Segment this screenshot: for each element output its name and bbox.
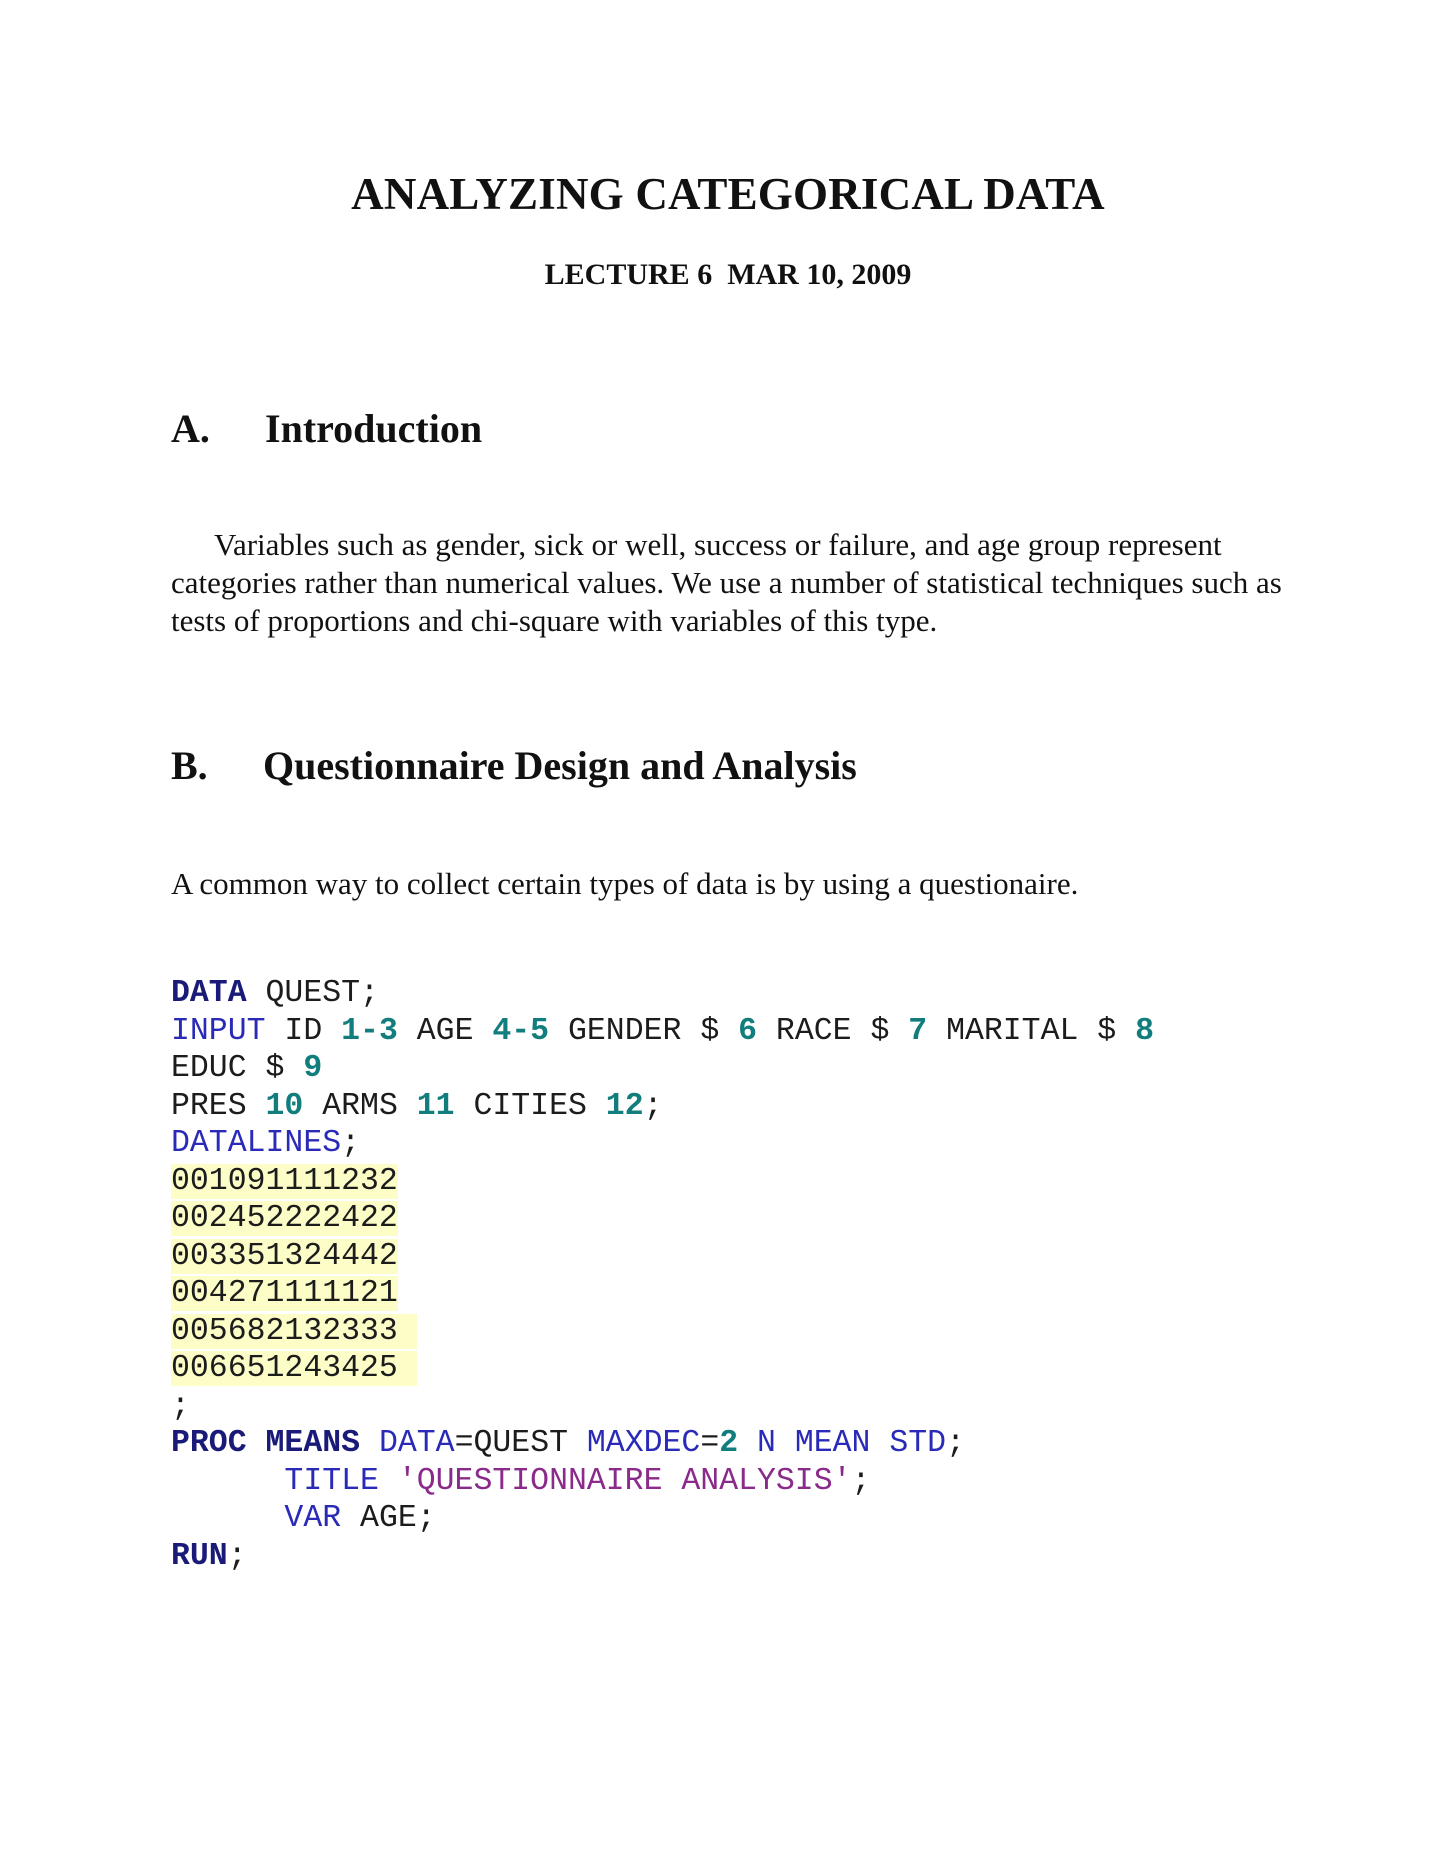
- code-text: EDUC $: [171, 1051, 304, 1086]
- code-keyword: DATALINES: [171, 1126, 342, 1161]
- code-line-educ: [171, 1050, 1154, 1088]
- section-a-heading: [171, 405, 482, 452]
- code-number: 9: [303, 1051, 323, 1086]
- code-text: AGE: [397, 1013, 493, 1049]
- code-number: 6: [738, 1013, 758, 1049]
- code-line-data: [171, 975, 1154, 1013]
- code-text: QUEST;: [246, 976, 379, 1011]
- code-text: PRES: [171, 1088, 266, 1124]
- code-number: 4-5: [492, 1013, 550, 1049]
- code-text: ARMS: [303, 1088, 417, 1124]
- document-subtitle: LECTURE 6 MAR 10, 2009: [544, 258, 912, 291]
- code-keyword: PROC: [171, 1426, 247, 1461]
- data-line-text: 005682132333: [171, 1314, 417, 1349]
- code-text: ID: [265, 1013, 342, 1049]
- code-keyword: TITLE: [284, 1463, 379, 1499]
- code-line-var: [171, 1500, 1154, 1538]
- code-keyword: DATA: [378, 1426, 455, 1461]
- code-text: ;: [341, 1126, 361, 1161]
- section-a-paragraph-text: Variables such as gender, sick or well, success or failure, and age group represent categories rather than numerical values. We use a number of statistical techniques such as tests of proportions and chi-square with variables of this type.: [171, 527, 1282, 638]
- code-keyword: MEANS: [265, 1426, 361, 1461]
- code-text: ;: [643, 1088, 663, 1124]
- section-a-letter: A.: [171, 406, 210, 451]
- data-line: [171, 1200, 1154, 1238]
- code-line-title: [171, 1463, 1154, 1501]
- code-string: 'QUESTIONNAIRE ANALYSIS': [397, 1463, 852, 1499]
- section-b-heading: [171, 742, 857, 789]
- section-b-paragraph: A common way to collect certain types of data is by using a questionaire.: [171, 866, 1079, 901]
- data-line: [171, 1238, 1154, 1276]
- document-title: ANALYZING CATEGORICAL DATA: [351, 169, 1105, 219]
- code-keyword: DATA: [171, 976, 247, 1011]
- section-a-title: Introduction: [265, 406, 483, 451]
- code-keyword: MAXDEC: [586, 1426, 701, 1461]
- data-line: [171, 1313, 1154, 1351]
- data-line-text: 004271111121: [171, 1276, 398, 1311]
- section-b-letter: B.: [171, 743, 208, 788]
- code-text: =: [700, 1426, 720, 1461]
- section-b-title: Questionnaire Design and Analysis: [263, 743, 857, 788]
- code-keyword: VAR: [284, 1501, 342, 1536]
- data-line-text: 006651243425: [171, 1351, 417, 1386]
- code-text: GENDER $: [549, 1013, 739, 1049]
- code-text: CITIES: [454, 1088, 606, 1124]
- code-line-input: [171, 1013, 1154, 1051]
- code-text: ;: [946, 1426, 965, 1461]
- code-number: 7: [908, 1013, 928, 1049]
- data-line: [171, 1163, 1154, 1201]
- data-line-text: 003351324442: [171, 1238, 398, 1274]
- data-line: [171, 1350, 1154, 1388]
- code-text: ;: [851, 1463, 871, 1499]
- code-text: ;: [227, 1538, 247, 1574]
- code-number: 10: [265, 1088, 304, 1124]
- code-number: 11: [416, 1088, 455, 1124]
- code-line-pres: [171, 1088, 1154, 1126]
- code-line-terminator: [171, 1388, 1154, 1426]
- code-text: MARITAL $: [927, 1013, 1136, 1049]
- data-line-text: 001091111232: [171, 1163, 398, 1199]
- data-line: [171, 1275, 1154, 1313]
- code-number: 8: [1135, 1013, 1155, 1049]
- code-number: 12: [605, 1088, 644, 1124]
- code-keyword: INPUT: [171, 1013, 266, 1049]
- section-a-paragraph: [171, 526, 1291, 640]
- code-text: ;: [171, 1388, 190, 1424]
- data-line-text: 002452222422: [171, 1201, 398, 1236]
- code-text: RACE $: [757, 1013, 909, 1049]
- code-text: AGE;: [341, 1501, 436, 1536]
- code-keyword: N MEAN STD: [738, 1426, 947, 1461]
- code-keyword: RUN: [171, 1538, 228, 1574]
- sas-code-block: [171, 975, 1154, 1575]
- code-text: =QUEST: [454, 1426, 587, 1461]
- code-number: 2: [719, 1426, 739, 1461]
- code-line-proc: [171, 1425, 1154, 1463]
- code-number: 1-3: [341, 1013, 398, 1049]
- code-line-datalines: [171, 1125, 1154, 1163]
- code-line-run: [171, 1538, 1154, 1576]
